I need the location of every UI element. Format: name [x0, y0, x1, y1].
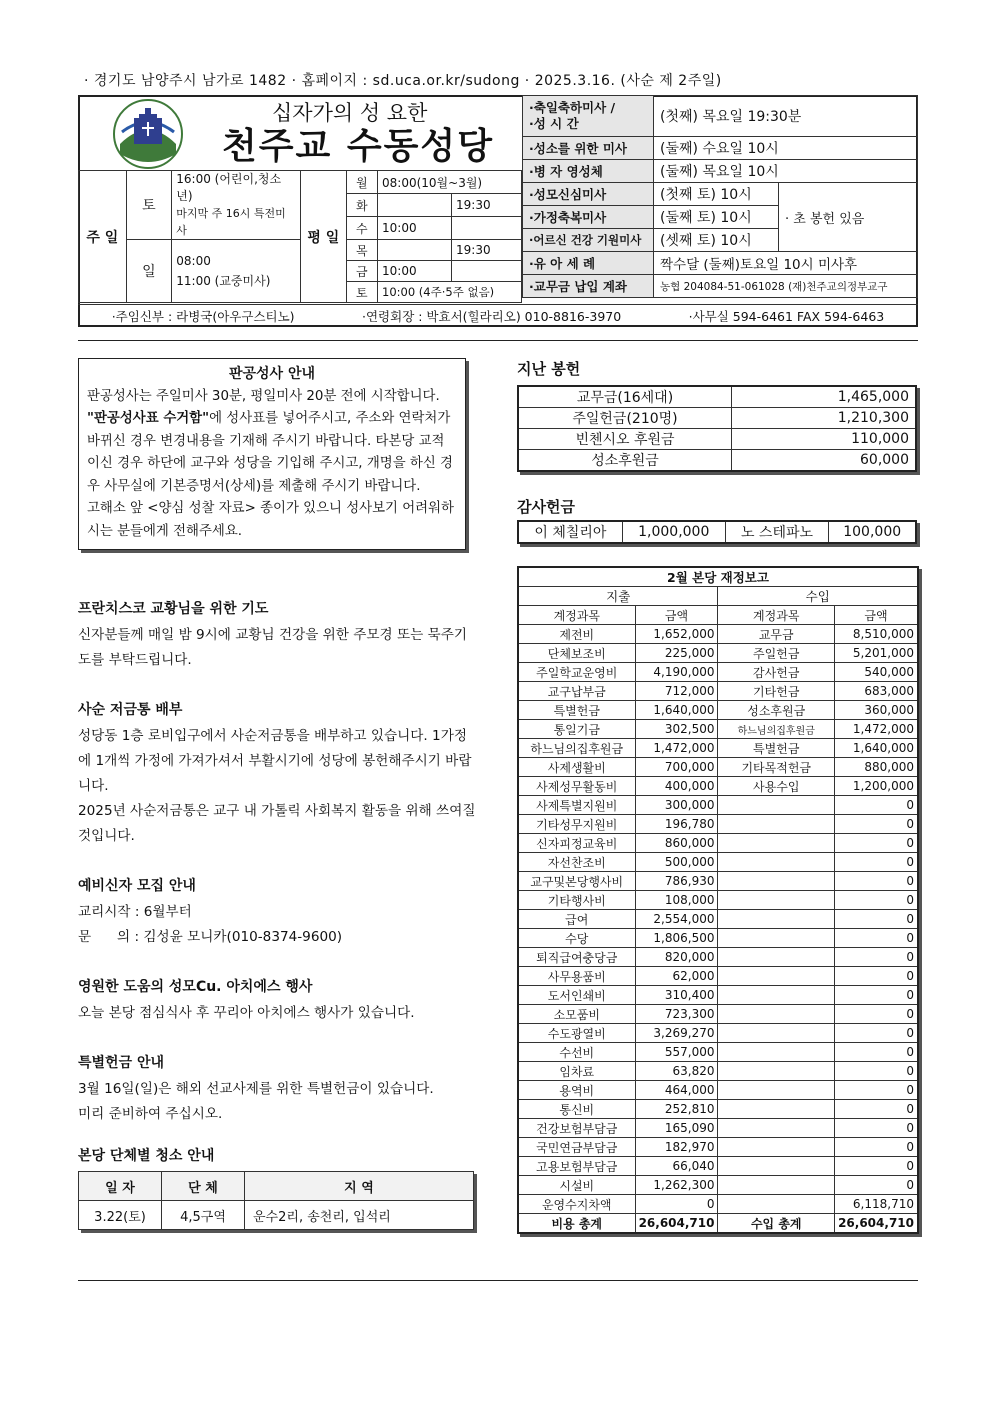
cleaning-header: 지 역 [245, 1172, 474, 1201]
income-amount: 683,000 [834, 682, 918, 701]
income-account [718, 986, 835, 1005]
special-mass-value: (둘째) 목요일 10시 [654, 160, 918, 183]
expense-amount: 2,554,000 [635, 910, 718, 929]
sunday-mass [172, 240, 301, 303]
income-amount: 0 [834, 1062, 918, 1081]
finance-row [518, 1043, 918, 1062]
finance-row [518, 1024, 918, 1043]
income-account: 기타목적헌금 [718, 758, 835, 777]
special-mass-value: (둘째 토) 10시 [654, 206, 779, 229]
cleaning-date: 3.22(토) [79, 1201, 162, 1230]
finance-row [518, 701, 918, 720]
last-offering-title: 지난 봉헌 [517, 360, 581, 378]
weekday-time-am: 10:00 [378, 217, 452, 240]
pastor-info: ·주임신부 : 라병국(아우구스티노) [111, 309, 295, 324]
sunday-mass-time-2: 11:00 (교중미사) [176, 274, 271, 288]
expense-amount: 3,269,270 [635, 1024, 718, 1043]
weekday-time-pm [452, 217, 522, 240]
expense-account: 특별헌금 [518, 701, 635, 720]
contact-footer [78, 304, 918, 327]
cleaning-group: 4,5구역 [162, 1201, 245, 1230]
income-account [718, 796, 835, 815]
finance-row [518, 682, 918, 701]
expense-account: 퇴직급여충당금 [518, 948, 635, 967]
expense-amount: 302,500 [635, 720, 718, 739]
thanks-offering-title: 감사헌금 [517, 498, 575, 516]
expense-amount: 860,000 [635, 834, 718, 853]
expense-account: 주일학교운영비 [518, 663, 635, 682]
expense-amount: 786,930 [635, 872, 718, 891]
sunday-day-label: 일 [126, 240, 172, 303]
special-mass-label: ·가정축복미사 [523, 206, 654, 229]
expense-amount: 108,000 [635, 891, 718, 910]
special-mass-value: 농협 204084-51-061028 (재)천주교의정부교구 [654, 275, 918, 298]
donor-name: 이 체칠리아 [518, 521, 622, 543]
expense-account: 용역비 [518, 1081, 635, 1100]
cleaning-header: 단 체 [162, 1172, 245, 1201]
chairman-info: ·연령회장 : 박효서(힐라리오) 010-8816-3970 [362, 309, 622, 324]
announcement-text: 교리시작 : 6월부터 [78, 904, 192, 920]
finance-title: 2월 본당 재정보고 [518, 567, 918, 587]
expense-amount: 66,040 [635, 1157, 718, 1176]
special-mass-label: ·어르신 건강 기원미사 [523, 229, 654, 252]
column-header: 금액 [635, 606, 718, 625]
income-amount: 0 [834, 796, 918, 815]
income-amount: 0 [834, 948, 918, 967]
expense-amount: 712,000 [635, 682, 718, 701]
confession-notice [78, 358, 466, 550]
special-mass-label: ·성모신심미사 [523, 183, 654, 206]
expense-amount: 196,780 [635, 815, 718, 834]
income-amount: 1,200,000 [834, 777, 918, 796]
weekday-time-pm [452, 261, 522, 282]
income-amount: 1,472,000 [834, 720, 918, 739]
expense-amount: 464,000 [635, 1081, 718, 1100]
expense-amount: 165,090 [635, 1119, 718, 1138]
column-header: 금액 [834, 606, 918, 625]
announcement-title: 특별헌금 안내 [78, 1055, 165, 1071]
income-amount: 0 [834, 1081, 918, 1100]
announcement-text: 오늘 본당 점심식사 후 꾸리아 아치에스 행사가 있습니다. [78, 1005, 415, 1021]
saturday-label: 토 [126, 171, 172, 240]
finance-row [518, 986, 918, 1005]
expense-amount: 400,000 [635, 777, 718, 796]
weekday-day: 금 [346, 261, 377, 282]
income-amount: 360,000 [834, 701, 918, 720]
expense-amount: 700,000 [635, 758, 718, 777]
finance-row [518, 1138, 918, 1157]
expense-amount: 1,472,000 [635, 739, 718, 758]
notice-text: 에 성사표를 넣어주시고, 주소와 연락처가 바뀌신 경우 변경내용을 기재해 주시기 바랍니다. 타본당 교적이신 경우 하단에 교구와 성당을 기입해 주시고, 개명을 하신 경우 사무실에 기본증명서(상세)를 제출해 주시기 바랍니다. [87, 411, 453, 494]
announcement-text: 3월 16일(일)은 해외 선교사제를 위한 특별헌금이 있습니다. [78, 1081, 434, 1097]
income-account: 성소후원금 [718, 701, 835, 720]
parish-logo-icon [112, 98, 184, 170]
offering-amount: 110,000 [732, 429, 917, 450]
special-mass-table [522, 95, 918, 298]
finance-row [518, 1157, 918, 1176]
expense-header: 지출 [518, 587, 718, 606]
office-info: ·사무실 594-6461 FAX 594-6463 [688, 309, 885, 324]
cleaning-header: 일 자 [79, 1172, 162, 1201]
weekday-time: 08:00(10월~3월) [378, 171, 522, 194]
income-amount: 0 [834, 910, 918, 929]
donor-name: 노 스테파노 [725, 521, 829, 543]
income-account [718, 1100, 835, 1119]
income-account [718, 910, 835, 929]
expense-amount: 62,000 [635, 967, 718, 986]
notice-title: 판공성사 안내 [228, 366, 316, 382]
finance-row [518, 625, 918, 644]
expense-amount: 4,190,000 [635, 663, 718, 682]
special-mass-value: (셋째 토) 10시 [654, 229, 779, 252]
income-account: 감사헌금 [718, 663, 835, 682]
sunday-label: 주 일 [79, 171, 127, 303]
expense-account: 사제생활비 [518, 758, 635, 777]
notice-paragraph: 판공성사는 주일미사 30분, 평일미사 20분 전에 시작합니다. [87, 388, 440, 404]
expense-amount: 310,400 [635, 986, 718, 1005]
income-total: 26,604,710 [834, 1214, 918, 1234]
income-amount: 0 [834, 853, 918, 872]
expense-amount: 723,300 [635, 1005, 718, 1024]
expense-account: 국민연금부담금 [518, 1138, 635, 1157]
income-amount: 0 [834, 891, 918, 910]
donor-amount: 100,000 [829, 521, 916, 543]
finance-row [518, 796, 918, 815]
offering-label: 빈첸시오 후원금 [518, 429, 732, 450]
donor-amount: 1,000,000 [622, 521, 725, 543]
expense-amount: 557,000 [635, 1043, 718, 1062]
income-amount: 0 [834, 986, 918, 1005]
expense-total-label: 비용 총계 [518, 1214, 635, 1234]
finance-row [518, 1176, 918, 1195]
expense-account: 사무용품비 [518, 967, 635, 986]
notice-bold: "판공성사표 수거함" [87, 411, 210, 426]
weekday-day: 월 [346, 171, 377, 194]
cleaning-title: 본당 단체별 청소 안내 [78, 1148, 215, 1164]
column-header: 계정과목 [718, 606, 835, 625]
notice-paragraph [87, 408, 457, 498]
income-amount: 0 [834, 1005, 918, 1024]
special-mass-value: (둘째) 수요일 10시 [654, 137, 918, 160]
expense-account: 임차료 [518, 1062, 635, 1081]
income-account [718, 1005, 835, 1024]
finance-report-table [517, 566, 919, 1234]
special-mass-value: (첫째 토) 10시 [654, 183, 779, 206]
income-account [718, 1081, 835, 1100]
weekday-day: 목 [346, 240, 377, 261]
income-amount: 0 [834, 1138, 918, 1157]
income-account [718, 872, 835, 891]
expense-account: 신자피정교육비 [518, 834, 635, 853]
offering-amount: 60,000 [732, 450, 917, 472]
announcement [78, 699, 478, 849]
income-amount: 0 [834, 1100, 918, 1119]
income-account [718, 891, 835, 910]
income-account [718, 1119, 835, 1138]
finance-row [518, 758, 918, 777]
income-amount: 0 [834, 815, 918, 834]
income-account [718, 853, 835, 872]
expense-account: 통일기금 [518, 720, 635, 739]
income-account [718, 1043, 835, 1062]
income-account [718, 1176, 835, 1195]
expense-account: 제전비 [518, 625, 635, 644]
expense-account: 단체보조비 [518, 644, 635, 663]
income-amount: 0 [834, 1119, 918, 1138]
weekday-day: 수 [346, 217, 377, 240]
announcements [78, 598, 478, 1230]
income-amount: 0 [834, 1176, 918, 1195]
expense-total: 26,604,710 [635, 1214, 718, 1234]
weekday-time-am [378, 240, 452, 261]
parish-subtitle: 십자가의 성 요한 [272, 101, 428, 125]
income-amount: 0 [834, 929, 918, 948]
finance-row [518, 910, 918, 929]
income-account [718, 967, 835, 986]
column-header: 계정과목 [518, 606, 635, 625]
announcement [78, 976, 478, 1026]
expense-amount: 1,640,000 [635, 701, 718, 720]
finance-row [518, 815, 918, 834]
expense-account: 기타행사비 [518, 891, 635, 910]
finance-row [518, 663, 918, 682]
income-total-label: 수입 총계 [718, 1214, 835, 1234]
income-account [718, 1138, 835, 1157]
income-account: 교무금 [718, 625, 835, 644]
weekday-time-pm: 19:30 [452, 240, 522, 261]
announcement-title: 프란치스코 교황님을 위한 기도 [78, 601, 269, 617]
income-amount: 5,201,000 [834, 644, 918, 663]
parish-name: 천주교 수동성당 [222, 126, 494, 167]
special-mass-label: ·병 자 영성체 [523, 160, 654, 183]
finance-row [518, 891, 918, 910]
finance-row [518, 1081, 918, 1100]
sunday-mass-time-1: 08:00 [176, 254, 211, 268]
expense-account: 건강보험부담금 [518, 1119, 635, 1138]
income-account: 특별헌금 [718, 739, 835, 758]
expense-amount: 1,806,500 [635, 929, 718, 948]
announcement [78, 875, 478, 950]
income-account: 주일헌금 [718, 644, 835, 663]
expense-account: 사제성무활동비 [518, 777, 635, 796]
expense-account: 급여 [518, 910, 635, 929]
finance-row [518, 1119, 918, 1138]
income-account [718, 948, 835, 967]
mass-time-table [78, 170, 522, 303]
finance-row [518, 777, 918, 796]
expense-amount: 252,810 [635, 1100, 718, 1119]
income-amount: 0 [834, 967, 918, 986]
expense-amount: 63,820 [635, 1062, 718, 1081]
announcement-title: 사순 저금통 배부 [78, 702, 183, 718]
offering-label: 주일헌금(210명) [518, 408, 732, 429]
weekday-day: 화 [346, 194, 377, 217]
last-offering-table [517, 385, 917, 472]
income-account [718, 1024, 835, 1043]
announcement-text: 2025년 사순저금통은 교구 내 가톨릭 사회복지 활동을 위해 쓰여질 것입니다. [78, 803, 476, 844]
saturday-mass [172, 171, 301, 240]
income-amount: 880,000 [834, 758, 918, 777]
special-mass-label: ·유 아 세 례 [523, 252, 654, 275]
finance-row [518, 929, 918, 948]
expense-amount: 300,000 [635, 796, 718, 815]
divider [78, 1280, 918, 1281]
saturday-mass-time: 16:00 (어린이,청소년) [176, 172, 282, 203]
expense-amount: 0 [635, 1195, 718, 1214]
expense-account: 소모품비 [518, 1005, 635, 1024]
expense-account: 시설비 [518, 1176, 635, 1195]
income-amount: 540,000 [834, 663, 918, 682]
special-mass-label: ·축일축하미사 / ·성 시 간 [523, 96, 654, 137]
expense-account: 도서인쇄비 [518, 986, 635, 1005]
income-account [718, 929, 835, 948]
weekday-time: 10:00 (4주·5주 없음) [378, 282, 522, 303]
finance-row [518, 948, 918, 967]
header-info-line: · 경기도 남양주시 남가로 1482 · 홈페이지 : sd.uca.or.kr/sudong · 2025.3.16. (사순 제 2주일) [84, 73, 722, 89]
expense-amount: 500,000 [635, 853, 718, 872]
announcement [78, 598, 478, 673]
income-account: 사용수입 [718, 777, 835, 796]
expense-account: 수당 [518, 929, 635, 948]
finance-row [518, 1062, 918, 1081]
cleaning-area: 운수2리, 송천리, 입석리 [245, 1201, 474, 1230]
special-mass-value: (첫째) 목요일 19:30분 [654, 96, 918, 137]
expense-amount: 182,970 [635, 1138, 718, 1157]
expense-account: 통신비 [518, 1100, 635, 1119]
finance-row [518, 720, 918, 739]
finance-row [518, 1195, 918, 1214]
income-account: 하느님의집후원금 [718, 720, 835, 739]
weekday-time-pm: 19:30 [452, 194, 522, 217]
expense-amount: 820,000 [635, 948, 718, 967]
income-amount: 8,510,000 [834, 625, 918, 644]
offering-amount: 1,210,300 [732, 408, 917, 429]
weekday-label: 평 일 [300, 171, 346, 303]
announcement-title: 예비신자 모집 안내 [78, 878, 196, 894]
thanks-offering-table [517, 520, 917, 544]
weekday-day: 토 [346, 282, 377, 303]
weekday-time-am: 10:00 [378, 261, 452, 282]
income-amount: 0 [834, 834, 918, 853]
expense-account: 기타성무지원비 [518, 815, 635, 834]
income-amount: 0 [834, 872, 918, 891]
announcement-text: 문 의 : 김성윤 모니카(010-8374-9600) [78, 929, 343, 945]
income-account [718, 1062, 835, 1081]
weekday-time-am [378, 194, 452, 217]
announcement-text: 신자분들께 매일 밤 9시에 교황님 건강을 위한 주모경 또는 묵주기도를 부탁드립니다. [78, 627, 467, 668]
expense-account: 운영수지차액 [518, 1195, 635, 1214]
finance-row [518, 967, 918, 986]
expense-account: 고용보험부담금 [518, 1157, 635, 1176]
finance-row [518, 834, 918, 853]
offering-label: 교무금(16세대) [518, 386, 732, 408]
income-amount: 1,640,000 [834, 739, 918, 758]
income-account: 기타헌금 [718, 682, 835, 701]
finance-row [518, 644, 918, 663]
income-header: 수입 [718, 587, 918, 606]
finance-row [518, 853, 918, 872]
special-mass-value: 짝수달 (둘째)토요일 10시 미사후 [654, 252, 918, 275]
income-amount: 6,118,710 [834, 1195, 918, 1214]
expense-account: 수도광열비 [518, 1024, 635, 1043]
finance-row [518, 872, 918, 891]
announcement-title: 영원한 도움의 성모Cu. 아치에스 행사 [78, 979, 313, 995]
cleaning-table [78, 1171, 474, 1230]
offering-amount: 1,465,000 [732, 386, 917, 408]
expense-account: 교구납부금 [518, 682, 635, 701]
expense-account: 하느님의집후원금 [518, 739, 635, 758]
expense-account: 교구및본당행사비 [518, 872, 635, 891]
notice-paragraph: 고해소 앞 <양심 성찰 자료> 종이가 있으니 성사보기 어려워하시는 분들에게 전해주세요. [87, 501, 454, 539]
income-account [718, 1157, 835, 1176]
expense-account: 사제특별지원비 [518, 796, 635, 815]
saturday-mass-note: 마지막 주 16시 특전미사 [176, 207, 286, 237]
offering-label: 성소후원금 [518, 450, 732, 472]
candle-offering-note: · 초 봉헌 있음 [779, 183, 918, 252]
announcement [78, 1052, 478, 1127]
expense-amount: 1,262,300 [635, 1176, 718, 1195]
parish-logo [112, 98, 184, 170]
expense-amount: 225,000 [635, 644, 718, 663]
finance-row [518, 1005, 918, 1024]
special-mass-label: ·교무금 납입 계좌 [523, 275, 654, 298]
announcement-text: 성당동 1층 로비입구에서 사순저금통을 배부하고 있습니다. 1가정에 1개씩 가정에 가져가셔서 부활시기에 성당에 봉헌해주시기 바랍니다. [78, 728, 472, 794]
income-account [718, 815, 835, 834]
divider [78, 340, 918, 341]
income-account [718, 834, 835, 853]
announcement-text: 미리 준비하여 주십시오. [78, 1106, 223, 1122]
expense-account: 자선찬조비 [518, 853, 635, 872]
special-mass-label: ·성소를 위한 미사 [523, 137, 654, 160]
income-amount: 0 [834, 1157, 918, 1176]
income-amount: 0 [834, 1024, 918, 1043]
expense-account: 수선비 [518, 1043, 635, 1062]
finance-row [518, 1100, 918, 1119]
income-account [718, 1195, 835, 1214]
expense-amount: 1,652,000 [635, 625, 718, 644]
finance-row [518, 739, 918, 758]
income-amount: 0 [834, 1043, 918, 1062]
